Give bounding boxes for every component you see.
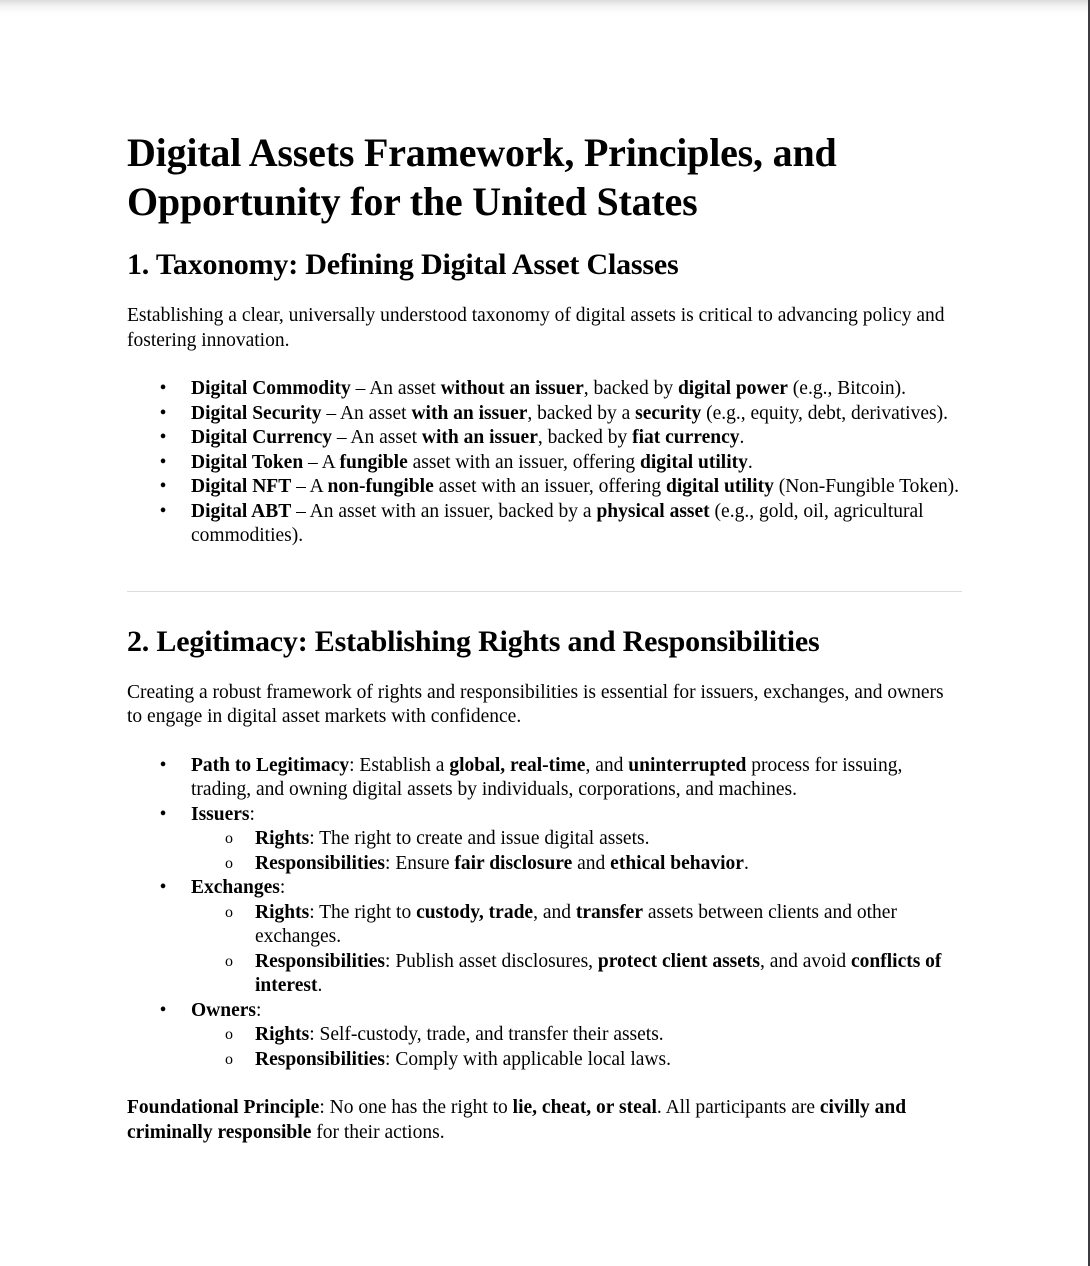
text: .: [747, 451, 753, 473]
asset-class-list: [127, 377, 962, 549]
text: asset with an issuer, offering: [407, 451, 641, 473]
term: Rights: [255, 1024, 310, 1045]
issuers-sublist: [191, 827, 962, 876]
text: – A: [291, 476, 328, 497]
emphasis: custody, trade: [416, 901, 534, 923]
bullet-icon: •: [159, 402, 167, 424]
text: .: [743, 852, 749, 874]
bullet-icon: •: [159, 999, 167, 1021]
term: Path to Legitimacy: [191, 754, 350, 776]
emphasis: conflicts of interest: [255, 950, 942, 996]
sublist-item-exchange-responsibilities: [127, 950, 962, 999]
text: : Establish a: [349, 754, 450, 776]
sub-bullet-icon: o: [225, 1050, 233, 1068]
emphasis: global, real-time: [449, 754, 586, 776]
emphasis: digital power: [677, 378, 788, 399]
text: : The right to create and issue digital assets.: [309, 828, 650, 849]
text: – An asset: [350, 378, 441, 399]
term: Responsibilities: [255, 950, 386, 972]
text: :: [279, 877, 286, 898]
emphasis: uninterrupted: [628, 754, 747, 776]
term: Rights: [255, 828, 310, 849]
term: Digital Token: [191, 451, 304, 473]
emphasis: civilly and criminally responsible: [127, 1097, 907, 1143]
text: : Self-custody, trade, and transfer their assets.: [309, 1024, 664, 1045]
text: for their actions.: [311, 1121, 445, 1143]
text: , backed by a: [527, 402, 636, 424]
emphasis: with an issuer: [411, 402, 528, 424]
list-item-digital-security: [127, 402, 962, 427]
text: : Ensure: [385, 852, 455, 874]
emphasis: lie, cheat, or steal: [512, 1097, 657, 1118]
text: , and: [585, 754, 629, 776]
emphasis: fungible: [339, 451, 408, 473]
text: and: [572, 852, 611, 874]
section-heading-taxonomy: 1. Taxonomy: Defining Digital Asset Classes: [127, 248, 679, 281]
foundational-principle: [127, 1096, 962, 1145]
text: .: [317, 975, 323, 996]
sub-bullet-icon: o: [225, 903, 233, 921]
text: – A: [303, 451, 340, 473]
term: Rights: [255, 901, 310, 923]
text: : No one has the right to: [319, 1097, 513, 1118]
sublist-item-issuer-responsibilities: [127, 852, 962, 877]
exchanges-sublist: [191, 901, 962, 999]
emphasis: with an issuer: [421, 427, 538, 448]
term: Responsibilities: [255, 1048, 386, 1070]
sub-bullet-icon: o: [225, 1026, 233, 1043]
term: Responsibilities: [255, 852, 386, 874]
term: Digital Security: [191, 402, 322, 424]
emphasis: digital utility: [666, 476, 774, 497]
section-intro-legitimacy: Creating a robust framework of rights and responsibilities is essential for issuers, exchanges, and owners to engage in digital asset markets with confidence.: [127, 681, 944, 727]
term: Digital NFT: [191, 476, 292, 497]
list-item-digital-nft: [127, 475, 962, 500]
sublist-item-issuer-rights: [127, 827, 962, 852]
text: (e.g., gold, oil, agricultural commodities).: [191, 500, 924, 546]
sublist-item-owner-responsibilities: [127, 1048, 962, 1073]
text: (e.g., Bitcoin).: [787, 378, 906, 399]
emphasis: security: [635, 402, 702, 424]
owners-sublist: [191, 1023, 962, 1072]
bullet-icon: •: [159, 500, 167, 522]
section-divider: [127, 591, 962, 592]
emphasis: fair disclosure: [454, 852, 573, 874]
section-heading-legitimacy: 2. Legitimacy: Establishing Rights and Responsibilities: [127, 624, 820, 658]
emphasis: digital utility: [640, 451, 748, 473]
term: Issuers: [191, 803, 250, 825]
emphasis: ethical behavior: [610, 852, 744, 874]
list-item-digital-token: [127, 451, 962, 476]
emphasis: without an issuer: [440, 378, 584, 399]
term: Digital Commodity: [191, 378, 351, 399]
text: : Publish asset disclosures,: [385, 950, 598, 972]
term: Foundational Principle: [127, 1097, 320, 1118]
sub-bullet-icon: o: [225, 830, 233, 847]
bullet-icon: •: [159, 427, 167, 448]
emphasis: non-fungible: [327, 476, 434, 497]
list-item-issuers: [127, 803, 962, 877]
page-top-shadow: [0, 0, 1088, 14]
term: Digital ABT: [191, 500, 292, 522]
bullet-icon: •: [159, 803, 167, 825]
term: Exchanges: [191, 877, 280, 898]
term: Digital Currency: [191, 427, 332, 448]
emphasis: transfer: [575, 901, 643, 923]
list-item-owners: [127, 999, 962, 1073]
text: .: [739, 427, 745, 448]
text: assets between clients and other exchanges.: [255, 901, 897, 947]
list-item-digital-abt: [127, 500, 962, 549]
sub-bullet-icon: o: [225, 952, 233, 970]
list-item-digital-commodity: [127, 377, 962, 402]
emphasis: physical asset: [596, 500, 710, 522]
text: : Comply with applicable local laws.: [385, 1048, 671, 1070]
term: Owners: [191, 999, 256, 1021]
text: – An asset: [332, 427, 422, 448]
emphasis: protect client assets: [597, 950, 760, 972]
text: , backed by: [537, 427, 633, 448]
sublist-item-owner-rights: [127, 1023, 962, 1048]
legitimacy-list: [127, 754, 962, 1073]
bullet-icon: •: [159, 378, 167, 399]
text: (e.g., equity, debt, derivatives).: [701, 402, 948, 424]
bullet-icon: •: [159, 451, 167, 473]
document-page: [127, 128, 962, 1145]
sublist-item-exchange-rights: [127, 901, 962, 950]
text: , and avoid: [760, 950, 851, 972]
text: , backed by: [583, 378, 678, 399]
text: : The right to: [309, 901, 417, 923]
bullet-icon: •: [159, 476, 167, 497]
text: – An asset with an issuer, backed by a: [291, 500, 597, 522]
sub-bullet-icon: o: [225, 854, 233, 872]
bullet-icon: •: [159, 877, 167, 898]
bullet-icon: •: [159, 754, 167, 776]
document-title: Digital Assets Framework, Principles, and Opportunity for the United States: [127, 130, 837, 224]
text: :: [256, 999, 262, 1021]
text: :: [249, 803, 255, 825]
text: , and: [533, 901, 576, 923]
section-intro-taxonomy: Establishing a clear, universally understood taxonomy of digital assets is critical to advancing policy and fostering innovation.: [127, 305, 945, 351]
emphasis: fiat currency: [632, 427, 740, 448]
text: process for issuing, trading, and owning digital assets by individuals, corporations, and machines.: [191, 754, 903, 800]
text: . All participants are: [656, 1097, 820, 1118]
text: asset with an issuer, offering: [433, 476, 667, 497]
list-item-digital-currency: [127, 426, 962, 451]
text: (Non-Fungible Token).: [773, 476, 959, 497]
list-item-exchanges: [127, 876, 962, 999]
list-item-path-to-legitimacy: [127, 754, 962, 803]
text: – An asset: [321, 402, 412, 424]
